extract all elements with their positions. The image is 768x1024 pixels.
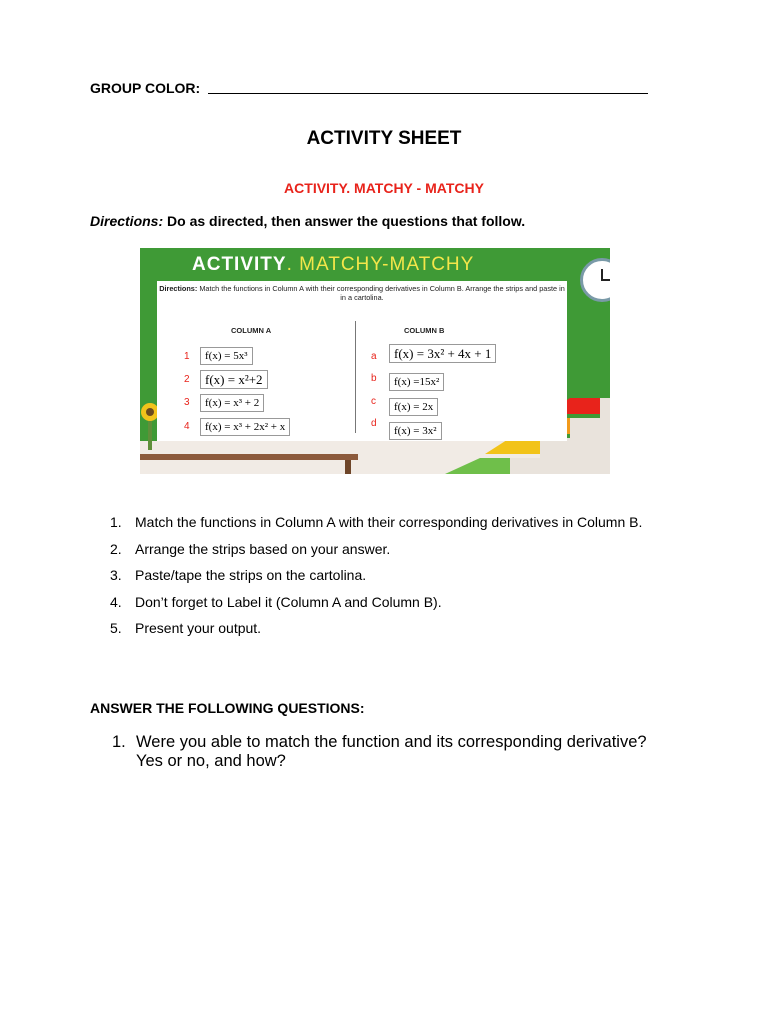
column-divider: [355, 321, 356, 433]
column-a-label-3: 3: [184, 397, 190, 408]
step-text-5: Present your output.: [135, 620, 262, 636]
activity-image: [140, 248, 610, 474]
page-title: ACTIVITY SHEET: [306, 128, 462, 149]
column-b-function-c: f(x) = 2x: [389, 398, 438, 416]
questions-heading: ANSWER THE FOLLOWING QUESTIONS:: [90, 700, 365, 716]
column-a-function-3: f(x) = x³ + 2: [200, 394, 264, 412]
table-decoration: [140, 454, 358, 460]
activity-board: [157, 281, 567, 441]
directions-label: Directions:: [90, 213, 164, 229]
group-color-blank-line[interactable]: [208, 93, 648, 94]
step-text-4: Don’t forget to Label it (Column A and Column B).: [135, 594, 442, 610]
column-b-label-d: d: [371, 418, 377, 429]
column-b-label-b: b: [371, 373, 377, 384]
step-text-2: Arrange the strips based on your answer.: [135, 541, 391, 557]
column-a-function-2: f(x) = x²+2: [200, 370, 268, 389]
column-b-function-a: f(x) = 3x² + 4x + 1: [389, 344, 496, 363]
image-title-matchy: . MATCHY-MATCHY: [286, 254, 475, 275]
column-b-function-b: f(x) =15x²: [389, 373, 444, 391]
column-b-label-a: a: [371, 351, 377, 362]
column-a-function-1: f(x) = 5x³: [200, 347, 253, 365]
column-a-label-2: 2: [184, 374, 190, 385]
step-text-1: Match the functions in Column A with their corresponding derivatives in Column B.: [135, 514, 643, 530]
column-a-header: COLUMN A: [231, 326, 272, 335]
column-b-label-c: c: [371, 396, 376, 407]
image-directions: [157, 284, 567, 302]
image-directions-text: Match the functions in Column A with their corresponding derivatives in Column B. Arrange the strips and paste in in a cartolina.: [197, 284, 565, 302]
question-text-line-2: Yes or no, and how?: [136, 752, 286, 770]
clock-icon: [580, 258, 610, 302]
question-text-line-1: Were you able to match the function and its corresponding derivative?: [136, 733, 647, 751]
activity-subtitle: ACTIVITY. MATCHY - MATCHY: [284, 180, 484, 196]
step-text-3: Paste/tape the strips on the cartolina.: [135, 567, 367, 583]
column-a-label-1: 1: [184, 351, 190, 362]
image-title: [192, 254, 474, 276]
column-b-header: COLUMN B: [404, 326, 445, 335]
group-color-label: GROUP COLOR:: [90, 80, 201, 96]
image-title-activity: ACTIVITY: [192, 254, 287, 275]
column-a-label-4: 4: [184, 421, 190, 432]
directions: [90, 213, 525, 229]
table-leg-decoration: [345, 460, 351, 474]
question-number: 1.: [112, 733, 126, 751]
column-b-function-d: f(x) = 3x²: [389, 422, 442, 440]
column-a-function-4: f(x) = x³ + 2x² + x: [200, 418, 290, 436]
image-directions-label: Directions:: [159, 284, 198, 293]
directions-text: Do as directed, then answer the questions that follow.: [163, 213, 526, 229]
